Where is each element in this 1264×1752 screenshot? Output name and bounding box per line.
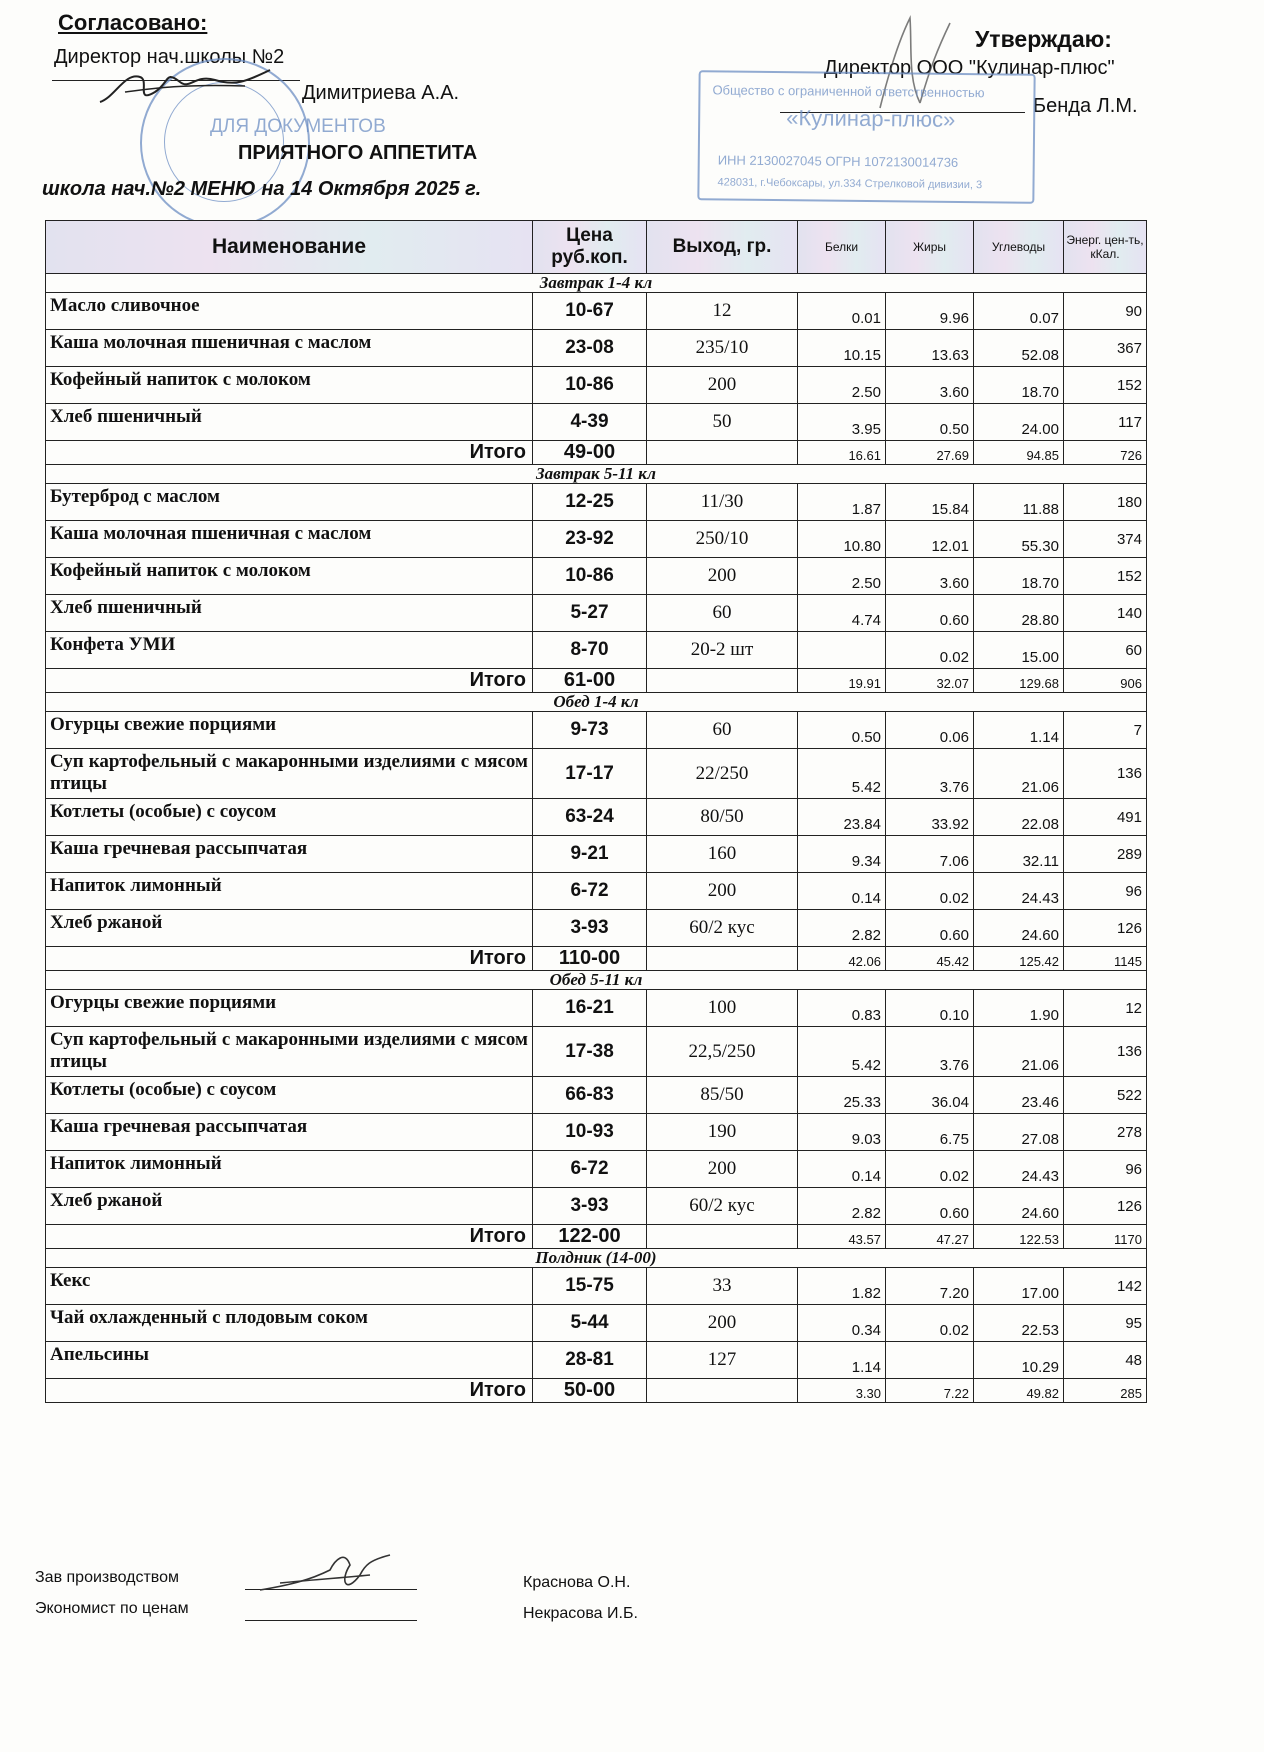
dish-carbs: 0.07 <box>974 293 1064 330</box>
section-title: Завтрак 5-11 кл <box>46 465 1147 484</box>
dish-fat: 13.63 <box>886 330 974 367</box>
dish-output: 190 <box>647 1114 798 1151</box>
dish-output: 22/250 <box>647 749 798 799</box>
dish-fat: 0.02 <box>886 1151 974 1188</box>
dish-kcal: 7 <box>1064 712 1147 749</box>
dish-protein: 0.50 <box>798 712 886 749</box>
dish-kcal: 152 <box>1064 558 1147 595</box>
dish-fat: 9.96 <box>886 293 974 330</box>
total-kcal: 726 <box>1064 441 1147 465</box>
dish-carbs: 22.53 <box>974 1305 1064 1342</box>
dish-kcal: 48 <box>1064 1342 1147 1379</box>
total-kcal: 1145 <box>1064 947 1147 971</box>
col-name: Наименование <box>46 221 533 274</box>
dish-output: 33 <box>647 1268 798 1305</box>
dish-price: 6-72 <box>533 1151 647 1188</box>
dish-kcal: 289 <box>1064 836 1147 873</box>
total-kcal: 1170 <box>1064 1225 1147 1249</box>
dish-carbs: 24.60 <box>974 910 1064 947</box>
section-header-row <box>46 1249 1147 1268</box>
dish-name: Каша молочная пшеничная с маслом <box>46 330 533 367</box>
dish-kcal: 374 <box>1064 521 1147 558</box>
dish-price: 23-08 <box>533 330 647 367</box>
table-row <box>46 521 1147 558</box>
dish-kcal: 96 <box>1064 1151 1147 1188</box>
dish-carbs: 15.00 <box>974 632 1064 669</box>
total-carbs: 122.53 <box>974 1225 1064 1249</box>
dish-protein: 2.82 <box>798 910 886 947</box>
section-title: Обед 1-4 кл <box>46 693 1147 712</box>
total-row <box>46 947 1147 971</box>
dish-output: 60 <box>647 712 798 749</box>
approve-role: Директор ООО "Кулинар-плюс" <box>824 57 1115 79</box>
table-row <box>46 1027 1147 1077</box>
dish-protein <box>798 632 886 669</box>
dish-carbs: 24.00 <box>974 404 1064 441</box>
dish-name: Огурцы свежие порциями <box>46 990 533 1027</box>
dish-kcal: 60 <box>1064 632 1147 669</box>
dish-price: 10-67 <box>533 293 647 330</box>
section-header-row <box>46 971 1147 990</box>
dish-name: Бутерброд с маслом <box>46 484 533 521</box>
total-output-empty <box>647 441 798 465</box>
dish-name: Каша гречневая рассыпчатая <box>46 1114 533 1151</box>
total-fat: 32.07 <box>886 669 974 693</box>
company-stamp <box>697 70 1035 204</box>
dish-carbs: 24.43 <box>974 873 1064 910</box>
total-output-empty <box>647 947 798 971</box>
total-label: Итого <box>46 669 533 693</box>
dish-kcal: 90 <box>1064 293 1147 330</box>
table-row <box>46 910 1147 947</box>
total-protein: 42.06 <box>798 947 886 971</box>
total-carbs: 125.42 <box>974 947 1064 971</box>
total-fat: 7.22 <box>886 1379 974 1403</box>
dish-price: 6-72 <box>533 873 647 910</box>
total-carbs: 49.82 <box>974 1379 1064 1403</box>
dish-price: 10-93 <box>533 1114 647 1151</box>
table-row <box>46 1305 1147 1342</box>
dish-name: Кофейный напиток с молоком <box>46 558 533 595</box>
dish-output: 50 <box>647 404 798 441</box>
stamp-ids: ИНН 2130027045 ОГРН 1072130014736 <box>717 152 959 170</box>
dish-fat: 6.75 <box>886 1114 974 1151</box>
dish-carbs: 32.11 <box>974 836 1064 873</box>
dish-output: 200 <box>647 558 798 595</box>
dish-name: Каша гречневая рассыпчатая <box>46 836 533 873</box>
table-row <box>46 367 1147 404</box>
dish-name: Напиток лимонный <box>46 873 533 910</box>
econ-name: Некрасова И.Б. <box>523 1605 638 1622</box>
table-row <box>46 1268 1147 1305</box>
dish-protein: 10.80 <box>798 521 886 558</box>
dish-fat: 0.06 <box>886 712 974 749</box>
dish-fat: 0.02 <box>886 632 974 669</box>
dish-carbs: 22.08 <box>974 799 1064 836</box>
total-price: 49-00 <box>533 441 647 465</box>
dish-output: 60 <box>647 595 798 632</box>
total-kcal: 906 <box>1064 669 1147 693</box>
dish-price: 16-21 <box>533 990 647 1027</box>
dish-price: 17-38 <box>533 1027 647 1077</box>
table-header-row <box>46 221 1147 274</box>
dish-carbs: 17.00 <box>974 1268 1064 1305</box>
dish-output: 12 <box>647 293 798 330</box>
dish-output: 60/2 кус <box>647 910 798 947</box>
dish-carbs: 27.08 <box>974 1114 1064 1151</box>
table-row <box>46 712 1147 749</box>
dish-protein: 2.82 <box>798 1188 886 1225</box>
dish-price: 3-93 <box>533 910 647 947</box>
section-header-row <box>46 465 1147 484</box>
total-fat: 45.42 <box>886 947 974 971</box>
dish-protein: 0.83 <box>798 990 886 1027</box>
dish-name: Суп картофельный с макаронными изделиями с мясом птицы <box>46 749 533 799</box>
dish-protein: 1.14 <box>798 1342 886 1379</box>
dish-output: 200 <box>647 1305 798 1342</box>
total-label: Итого <box>46 1379 533 1403</box>
dish-output: 20-2 шт <box>647 632 798 669</box>
dish-output: 22,5/250 <box>647 1027 798 1077</box>
dish-fat: 3.76 <box>886 1027 974 1077</box>
dish-name: Кекс <box>46 1268 533 1305</box>
dish-price: 5-44 <box>533 1305 647 1342</box>
total-label: Итого <box>46 441 533 465</box>
dish-kcal: 152 <box>1064 367 1147 404</box>
table-row <box>46 749 1147 799</box>
dish-fat: 0.50 <box>886 404 974 441</box>
table-row <box>46 873 1147 910</box>
dish-kcal: 136 <box>1064 749 1147 799</box>
total-fat: 27.69 <box>886 441 974 465</box>
dish-name: Котлеты (особые) с соусом <box>46 1077 533 1114</box>
dish-output: 235/10 <box>647 330 798 367</box>
dish-name: Котлеты (особые) с соусом <box>46 799 533 836</box>
dish-protein: 1.82 <box>798 1268 886 1305</box>
dish-fat: 33.92 <box>886 799 974 836</box>
dish-output: 160 <box>647 836 798 873</box>
dish-carbs: 10.29 <box>974 1342 1064 1379</box>
dish-protein: 0.14 <box>798 1151 886 1188</box>
dish-fat: 7.20 <box>886 1268 974 1305</box>
dish-protein: 0.01 <box>798 293 886 330</box>
dish-carbs: 18.70 <box>974 558 1064 595</box>
total-protein: 43.57 <box>798 1225 886 1249</box>
total-row <box>46 1379 1147 1403</box>
dish-price: 5-27 <box>533 595 647 632</box>
section-header-row <box>46 274 1147 293</box>
dish-fat: 7.06 <box>886 836 974 873</box>
menu-body <box>46 274 1147 1403</box>
dish-output: 80/50 <box>647 799 798 836</box>
dish-kcal: 367 <box>1064 330 1147 367</box>
dish-output: 100 <box>647 990 798 1027</box>
table-row <box>46 595 1147 632</box>
table-row <box>46 1188 1147 1225</box>
dish-kcal: 522 <box>1064 1077 1147 1114</box>
col-fat: Жиры <box>886 221 974 274</box>
dish-output: 85/50 <box>647 1077 798 1114</box>
dish-fat: 0.60 <box>886 910 974 947</box>
dish-kcal: 136 <box>1064 1027 1147 1077</box>
dish-fat: 0.02 <box>886 873 974 910</box>
total-kcal: 285 <box>1064 1379 1147 1403</box>
dish-protein: 5.42 <box>798 1027 886 1077</box>
total-price: 50-00 <box>533 1379 647 1403</box>
table-row <box>46 990 1147 1027</box>
col-protein: Белки <box>798 221 886 274</box>
table-row <box>46 404 1147 441</box>
dish-name: Хлеб ржаной <box>46 910 533 947</box>
dish-price: 63-24 <box>533 799 647 836</box>
dish-protein: 9.34 <box>798 836 886 873</box>
dish-fat: 0.60 <box>886 1188 974 1225</box>
total-carbs: 94.85 <box>974 441 1064 465</box>
table-row <box>46 1151 1147 1188</box>
dish-protein: 2.50 <box>798 367 886 404</box>
total-protein: 19.91 <box>798 669 886 693</box>
dish-name: Суп картофельный с макаронными изделиями с мясом птицы <box>46 1027 533 1077</box>
menu-title: школа нач.№2 МЕНЮ на 14 Октября 2025 г. <box>42 178 482 200</box>
dish-name: Огурцы свежие порциями <box>46 712 533 749</box>
econ-role: Экономист по ценам <box>35 1600 189 1617</box>
dish-carbs: 24.60 <box>974 1188 1064 1225</box>
prod-name: Краснова О.Н. <box>523 1574 631 1591</box>
dish-output: 200 <box>647 1151 798 1188</box>
section-header-row <box>46 693 1147 712</box>
dish-price: 9-73 <box>533 712 647 749</box>
total-output-empty <box>647 1379 798 1403</box>
total-label: Итого <box>46 947 533 971</box>
dish-name: Каша молочная пшеничная с маслом <box>46 521 533 558</box>
round-stamp-text: ДЛЯ ДОКУМЕНТОВ <box>210 116 386 137</box>
dish-kcal: 142 <box>1064 1268 1147 1305</box>
dish-fat: 36.04 <box>886 1077 974 1114</box>
table-row <box>46 632 1147 669</box>
dish-protein: 0.14 <box>798 873 886 910</box>
dish-name: Хлеб ржаной <box>46 1188 533 1225</box>
agreed-signature <box>95 62 295 112</box>
table-row <box>46 558 1147 595</box>
dish-protein: 2.50 <box>798 558 886 595</box>
dish-kcal: 95 <box>1064 1305 1147 1342</box>
dish-fat: 3.76 <box>886 749 974 799</box>
dish-fat: 0.10 <box>886 990 974 1027</box>
section-title: Полдник (14-00) <box>46 1249 1147 1268</box>
dish-kcal: 12 <box>1064 990 1147 1027</box>
dish-carbs: 23.46 <box>974 1077 1064 1114</box>
dish-kcal: 278 <box>1064 1114 1147 1151</box>
dish-output: 60/2 кус <box>647 1188 798 1225</box>
total-protein: 16.61 <box>798 441 886 465</box>
dish-protein: 9.03 <box>798 1114 886 1151</box>
total-row <box>46 1225 1147 1249</box>
total-row <box>46 669 1147 693</box>
dish-fat: 0.60 <box>886 595 974 632</box>
dish-protein: 0.34 <box>798 1305 886 1342</box>
dish-protein: 1.87 <box>798 484 886 521</box>
table-row <box>46 330 1147 367</box>
dish-name: Кофейный напиток с молоком <box>46 367 533 404</box>
dish-name: Хлеб пшеничный <box>46 404 533 441</box>
stamp-org: Общество с ограниченной ответственностью <box>712 82 985 101</box>
total-row <box>46 441 1147 465</box>
dish-fat: 12.01 <box>886 521 974 558</box>
table-row <box>46 293 1147 330</box>
greeting: ПРИЯТНОГО АППЕТИТА <box>238 142 478 164</box>
dish-protein: 10.15 <box>798 330 886 367</box>
table-row <box>46 1077 1147 1114</box>
dish-kcal: 126 <box>1064 1188 1147 1225</box>
dish-carbs: 18.70 <box>974 367 1064 404</box>
total-carbs: 129.68 <box>974 669 1064 693</box>
dish-kcal: 180 <box>1064 484 1147 521</box>
table-row <box>46 1342 1147 1379</box>
dish-carbs: 21.06 <box>974 1027 1064 1077</box>
approve-name: Бенда Л.М. <box>1033 95 1138 117</box>
dish-carbs: 11.88 <box>974 484 1064 521</box>
dish-name: Конфета УМИ <box>46 632 533 669</box>
dish-protein: 25.33 <box>798 1077 886 1114</box>
dish-protein: 23.84 <box>798 799 886 836</box>
total-price: 61-00 <box>533 669 647 693</box>
dish-name: Хлеб пшеничный <box>46 595 533 632</box>
prod-role: Зав производством <box>35 1569 179 1586</box>
section-title: Завтрак 1-4 кл <box>46 274 1147 293</box>
dish-fat <box>886 1342 974 1379</box>
dish-carbs: 55.30 <box>974 521 1064 558</box>
approve-title: Утверждаю: <box>975 26 1112 52</box>
col-price: Цена руб.коп. <box>533 221 647 274</box>
total-price: 122-00 <box>533 1225 647 1249</box>
dish-fat: 3.60 <box>886 367 974 404</box>
menu-table <box>45 220 1147 1403</box>
dish-output: 127 <box>647 1342 798 1379</box>
dish-carbs: 24.43 <box>974 1151 1064 1188</box>
section-title: Обед 5-11 кл <box>46 971 1147 990</box>
agreed-role: Директор нач.школы №2 <box>54 46 285 68</box>
dish-fat: 3.60 <box>886 558 974 595</box>
dish-protein: 5.42 <box>798 749 886 799</box>
dish-carbs: 28.80 <box>974 595 1064 632</box>
dish-output: 11/30 <box>647 484 798 521</box>
dish-price: 15-75 <box>533 1268 647 1305</box>
dish-protein: 3.95 <box>798 404 886 441</box>
dish-price: 3-93 <box>533 1188 647 1225</box>
dish-carbs: 1.90 <box>974 990 1064 1027</box>
col-output: Выход, гр. <box>647 221 798 274</box>
dish-price: 4-39 <box>533 404 647 441</box>
total-label: Итого <box>46 1225 533 1249</box>
dish-kcal: 96 <box>1064 873 1147 910</box>
table-row <box>46 799 1147 836</box>
dish-output: 250/10 <box>647 521 798 558</box>
table-row <box>46 836 1147 873</box>
dish-name: Масло сливочное <box>46 293 533 330</box>
total-output-empty <box>647 669 798 693</box>
dish-carbs: 21.06 <box>974 749 1064 799</box>
dish-kcal: 126 <box>1064 910 1147 947</box>
table-row <box>46 1114 1147 1151</box>
total-fat: 47.27 <box>886 1225 974 1249</box>
dish-fat: 15.84 <box>886 484 974 521</box>
prod-signature <box>250 1545 400 1605</box>
total-price: 110-00 <box>533 947 647 971</box>
table-row <box>46 484 1147 521</box>
dish-kcal: 491 <box>1064 799 1147 836</box>
dish-output: 200 <box>647 367 798 404</box>
dish-name: Чай охлажденный с плодовым соком <box>46 1305 533 1342</box>
dish-price: 12-25 <box>533 484 647 521</box>
dish-price: 17-17 <box>533 749 647 799</box>
agreed-name: Димитриева А.А. <box>302 82 460 104</box>
dish-kcal: 140 <box>1064 595 1147 632</box>
col-energy: Энерг. цен-ть, кКал. <box>1064 221 1147 274</box>
dish-carbs: 1.14 <box>974 712 1064 749</box>
stamp-name: «Кулинар-плюс» <box>786 105 956 132</box>
dish-fat: 0.02 <box>886 1305 974 1342</box>
stamp-address: 428031, г.Чебоксары, ул.334 Стрелковой дивизии, 3 <box>717 176 983 192</box>
dish-price: 28-81 <box>533 1342 647 1379</box>
agreed-title: Согласовано: <box>58 10 208 35</box>
dish-protein: 4.74 <box>798 595 886 632</box>
dish-price: 66-83 <box>533 1077 647 1114</box>
dish-carbs: 52.08 <box>974 330 1064 367</box>
dish-price: 23-92 <box>533 521 647 558</box>
dish-kcal: 117 <box>1064 404 1147 441</box>
econ-signature-line <box>245 1620 417 1621</box>
col-carbs: Углеводы <box>974 221 1064 274</box>
dish-price: 8-70 <box>533 632 647 669</box>
dish-name: Напиток лимонный <box>46 1151 533 1188</box>
dish-output: 200 <box>647 873 798 910</box>
dish-price: 10-86 <box>533 558 647 595</box>
dish-price: 10-86 <box>533 367 647 404</box>
dish-price: 9-21 <box>533 836 647 873</box>
total-protein: 3.30 <box>798 1379 886 1403</box>
total-output-empty <box>647 1225 798 1249</box>
dish-name: Апельсины <box>46 1342 533 1379</box>
